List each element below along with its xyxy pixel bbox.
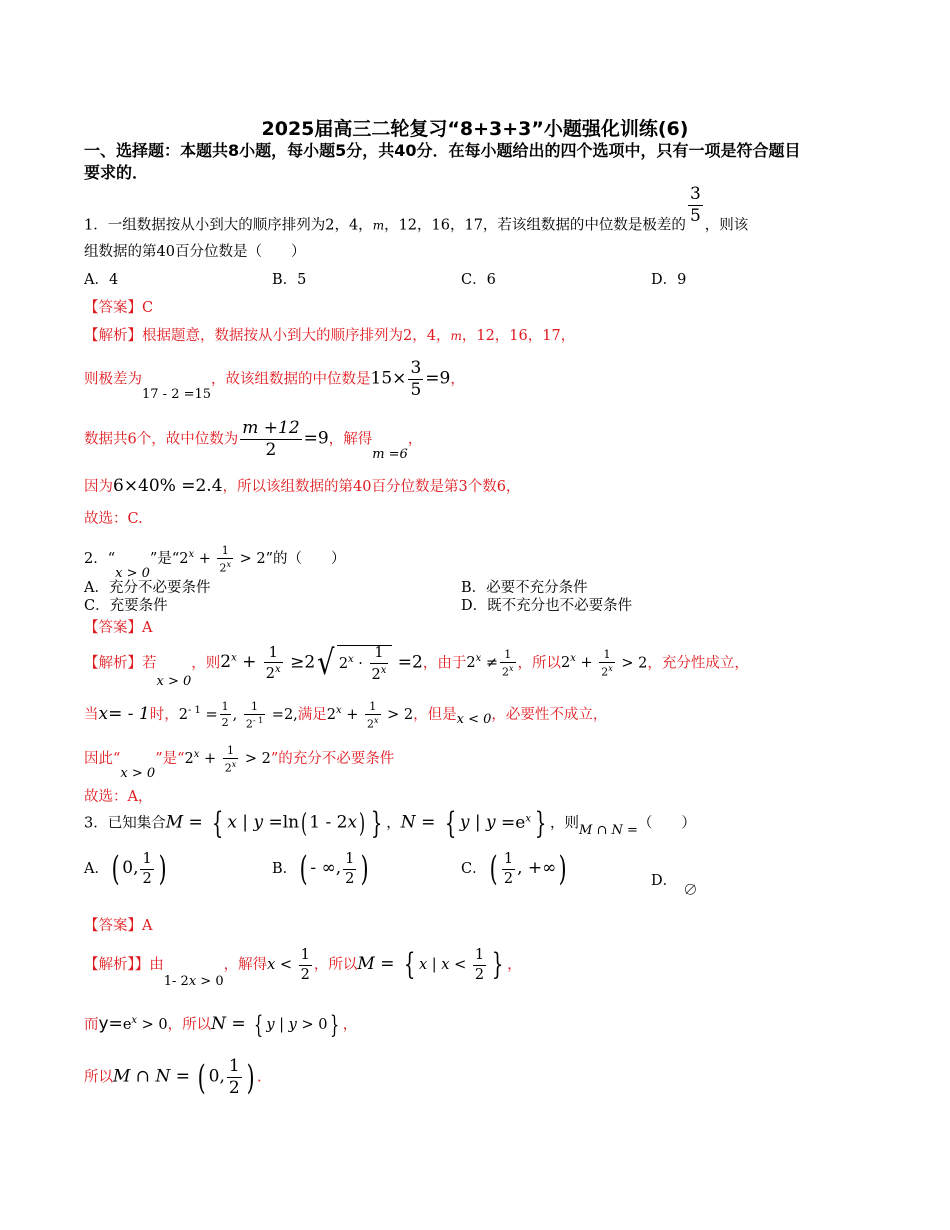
- q2-option-d[interactable]: D．既不充分也不必要条件: [461, 598, 633, 614]
- fraction-3-5: $\frac{3}{5}$: [689, 184, 701, 226]
- q1-stem: 1．一组数据按从小到大的顺序排列为2，4，m，12，16，17，若该组数据的中位数是极差的 $\frac{3}{5}$ ，则该: [84, 184, 749, 234]
- page-title: 2025届高三二轮复习“8+3+3”小题强化训练(6): [261, 118, 689, 140]
- q3-stem: 3．已知集合M = { x | y =ln( 1 - 2x) } ，N = { y | $y =e^x$ } ，则M ∩ N =（ ）: [84, 805, 696, 841]
- section-heading: 一、选择题：本题共8小题，每小题5分，共40分．在每小题给出的四个选项中，只有一项是符合题目要求的．: [84, 141, 801, 182]
- q1-solution-line3: 数据共6个，故中位数为 $\frac{m +12}{2}$ =9，解得m =6，: [84, 418, 423, 462]
- q1-stem-line2: 组数据的第40百分位数是（ ）: [84, 244, 306, 260]
- q1-solution-line1: 【解析】根据题意，数据按从小到大的顺序排列为2，4，m，12，16，17，: [84, 328, 576, 344]
- q2-option-c[interactable]: C．充要条件: [84, 598, 168, 614]
- q1-answer: 【答案】C: [84, 300, 154, 316]
- q2-solution-line1: 【解析】若x > 0，则$2^x$ + $\frac{1}{2^x}$ ≥2√ $2^x$ · $\frac{1}{2^x}$ =2，由于$2^x$ ≠ $\frac{1}{2^x}$ ，所以$2^x$ + $\frac{1}{2^x}$ > 2，充分性成立，: [84, 643, 749, 690]
- q2-option-b[interactable]: B．必要不充分条件: [461, 580, 588, 596]
- q1-solution-line2: 则极差为17 - 2 =15，故该组数据的中位数是15× $\frac{3}{5}$ =9，: [84, 358, 465, 402]
- q3-solution-line3: 所以M ∩ N = ( 0, $\frac{1}{2}$ ) .: [84, 1056, 262, 1098]
- q1-option-a[interactable]: A．4: [84, 272, 119, 288]
- q3-option-b[interactable]: B．( - ∞, $\frac{1}{2}$ ): [272, 849, 369, 889]
- q3-option-d[interactable]: D．∅: [651, 873, 698, 899]
- q2-solution-line4: 故选：A，: [84, 789, 153, 805]
- q2-solution-line3: 因此“x > 0”是“$2^x$ + $\frac{1}{2^x}$ > 2”的充分不必要条件: [84, 743, 395, 781]
- q2-stem: 2．“x > 0”是“$2^x$ + $\frac{1}{2^x}$ > 2”的（ ）: [84, 543, 346, 581]
- q3-option-a[interactable]: A．( 0, $\frac{1}{2}$ ): [84, 849, 167, 889]
- q1-solution-line4: 因为6×40% =2.4，所以该组数据的第40百分位数是第3个数6，: [84, 476, 521, 496]
- empty-set-icon: ∅: [683, 883, 698, 899]
- q3-option-c[interactable]: C．( $\frac{1}{2}$ , +∞): [461, 849, 567, 889]
- q3-answer: 【答案】A: [84, 918, 153, 934]
- q1-solution-line5: 故选：C.: [84, 511, 143, 527]
- q2-answer: 【答案】A: [84, 620, 153, 636]
- q3-solution-line1: 【解析】】由1- 2x > 0，解得x < $\frac{1}{2}$ ，所以M = { x | x < $\frac{1}{2}$ } ，: [84, 947, 522, 989]
- q1-option-d[interactable]: D．9: [651, 272, 687, 288]
- q1-option-c[interactable]: C．6: [461, 272, 496, 288]
- q2-option-a[interactable]: A．充分不必要条件: [84, 580, 211, 596]
- q1-option-b[interactable]: B．5: [272, 272, 307, 288]
- q2-solution-line2: 当x= - 1时，$2^{- 1}$ = $\frac{1}{2}$ , $\frac{1}{2^{- 1}}$ =2,满足$2^x$ + $\frac{1}{2^x}$ > 2，但是x < 0，必要性不成立，: [84, 699, 608, 731]
- q3-solution-line2: 而$y=e^x > 0$，所以N = { y | y > 0 } ，: [84, 1010, 358, 1039]
